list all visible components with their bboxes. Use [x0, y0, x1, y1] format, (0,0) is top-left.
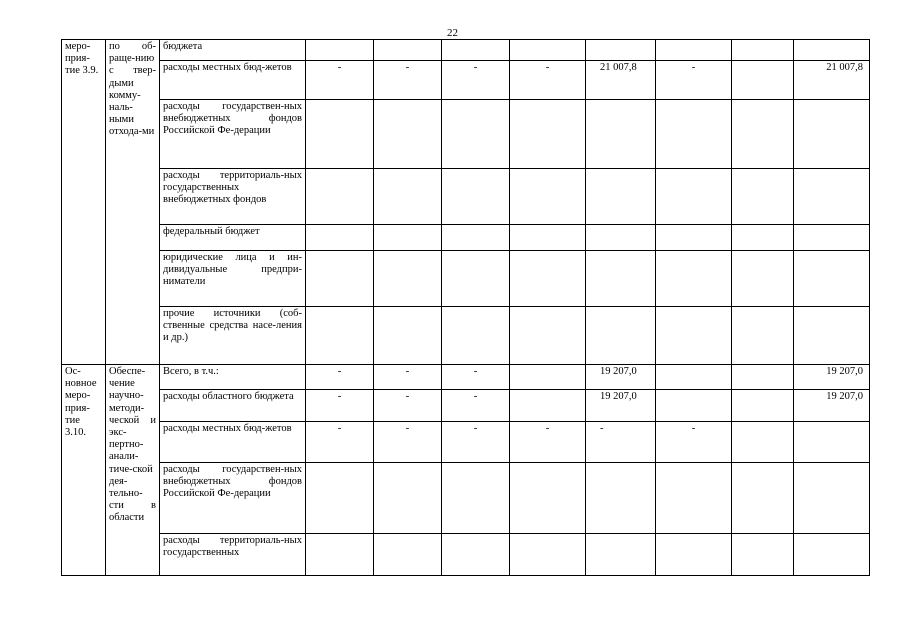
value-cell — [442, 40, 510, 61]
value-cell: 19 207,0 — [586, 390, 656, 422]
value-cell — [510, 463, 586, 534]
value-cell — [656, 463, 732, 534]
value-cell: - — [306, 422, 374, 463]
value-cell: - — [374, 365, 442, 390]
value-cell — [656, 225, 732, 251]
value-cell: 19 207,0 — [794, 365, 870, 390]
value-cell — [374, 225, 442, 251]
funding-source-cell: прочие источники (соб-ственные средства насе-ления и др.) — [160, 307, 306, 365]
value-cell — [586, 534, 656, 576]
value-cell: - — [442, 61, 510, 100]
table-row — [62, 40, 870, 61]
value-cell — [442, 463, 510, 534]
value-cell — [510, 251, 586, 307]
value-cell — [374, 40, 442, 61]
value-cell — [794, 40, 870, 61]
value-cell: - — [374, 61, 442, 100]
value-cell — [306, 463, 374, 534]
value-cell — [442, 100, 510, 169]
funding-source-cell: бюджета — [160, 40, 306, 61]
value-cell — [732, 40, 794, 61]
value-cell — [306, 307, 374, 365]
value-cell — [306, 534, 374, 576]
value-cell — [374, 534, 442, 576]
value-cell — [794, 100, 870, 169]
value-cell — [794, 307, 870, 365]
page-number: 22 — [447, 27, 458, 39]
value-cell: 21 007,8 — [586, 61, 656, 100]
value-cell: - — [442, 365, 510, 390]
value-cell — [794, 225, 870, 251]
table-row — [62, 390, 870, 422]
value-cell: - — [656, 422, 732, 463]
value-cell: - — [374, 422, 442, 463]
value-cell: 19 207,0 — [794, 390, 870, 422]
value-cell: - — [510, 61, 586, 100]
value-cell: - — [442, 422, 510, 463]
value-cell — [732, 365, 794, 390]
value-cell — [442, 169, 510, 225]
table-row — [62, 251, 870, 307]
value-cell — [732, 251, 794, 307]
funding-table — [61, 39, 870, 576]
value-cell — [586, 40, 656, 61]
table-row — [62, 463, 870, 534]
value-cell — [442, 225, 510, 251]
funding-source-cell: расходы областного бюджета — [160, 390, 306, 422]
value-cell — [656, 307, 732, 365]
value-cell — [732, 61, 794, 100]
value-cell: - — [374, 390, 442, 422]
value-cell — [374, 307, 442, 365]
funding-source-cell: расходы территориаль-ных государственных внебюджетных фондов — [160, 169, 306, 225]
value-cell — [510, 307, 586, 365]
value-cell — [732, 463, 794, 534]
value-cell — [306, 251, 374, 307]
value-cell — [306, 40, 374, 61]
value-cell — [586, 225, 656, 251]
value-cell: - — [306, 365, 374, 390]
value-cell — [732, 422, 794, 463]
value-cell — [586, 100, 656, 169]
value-cell — [510, 534, 586, 576]
value-cell — [510, 40, 586, 61]
funding-source-cell: расходы государствен-ных внебюджетных фондов Российской Фе-дерации — [160, 463, 306, 534]
funding-source-cell: юридические лица и ин-дивидуальные предпри-ниматели — [160, 251, 306, 307]
value-cell — [586, 169, 656, 225]
value-cell — [510, 225, 586, 251]
value-cell — [732, 390, 794, 422]
value-cell — [656, 365, 732, 390]
value-cell — [732, 307, 794, 365]
value-cell — [374, 463, 442, 534]
value-cell — [732, 100, 794, 169]
funding-source-cell: расходы территориаль-ных государственных — [160, 534, 306, 576]
value-cell — [794, 251, 870, 307]
table-row — [62, 534, 870, 576]
value-cell — [656, 390, 732, 422]
funding-source-cell: расходы государствен-ных внебюджетных фондов Российской Фе-дерации — [160, 100, 306, 169]
value-cell — [656, 251, 732, 307]
value-cell — [374, 251, 442, 307]
value-cell — [656, 100, 732, 169]
event-number-cell: меро-прия-тие 3.9. — [62, 40, 106, 365]
table-row — [62, 307, 870, 365]
value-cell — [510, 169, 586, 225]
value-cell — [374, 100, 442, 169]
value-cell: - — [306, 61, 374, 100]
value-cell — [442, 534, 510, 576]
event-number-cell: Ос-новное меро-прия-тие 3.10. — [62, 365, 106, 576]
funding-source-cell: Всего, в т.ч.: — [160, 365, 306, 390]
value-cell: - — [586, 422, 656, 463]
value-cell — [586, 307, 656, 365]
event-name-cell: по об-раще-нию с твер-дыми комму-наль-ными отхода-ми — [106, 40, 160, 365]
table-row — [62, 365, 870, 390]
value-cell — [442, 307, 510, 365]
table-row — [62, 100, 870, 169]
value-cell: - — [656, 61, 732, 100]
table-row — [62, 422, 870, 463]
value-cell — [442, 251, 510, 307]
value-cell — [510, 100, 586, 169]
value-cell: 21 007,8 — [794, 61, 870, 100]
value-cell — [794, 463, 870, 534]
value-cell — [586, 251, 656, 307]
table-row — [62, 61, 870, 100]
event-name-cell: Обеспе-чение научно-методи-ческой и экс-пертно-анали-тиче-ской дея-тельно-сти в области — [106, 365, 160, 576]
value-cell — [732, 225, 794, 251]
value-cell — [306, 100, 374, 169]
value-cell — [510, 365, 586, 390]
table-row — [62, 225, 870, 251]
value-cell — [732, 534, 794, 576]
funding-source-cell: расходы местных бюд-жетов — [160, 422, 306, 463]
value-cell — [374, 169, 442, 225]
value-cell — [794, 169, 870, 225]
value-cell: - — [442, 390, 510, 422]
value-cell — [656, 534, 732, 576]
value-cell: 19 207,0 — [586, 365, 656, 390]
value-cell — [656, 40, 732, 61]
funding-source-cell: федеральный бюджет — [160, 225, 306, 251]
value-cell — [510, 390, 586, 422]
value-cell — [656, 169, 732, 225]
value-cell: - — [306, 390, 374, 422]
value-cell — [794, 422, 870, 463]
value-cell — [732, 169, 794, 225]
value-cell — [586, 463, 656, 534]
value-cell: - — [510, 422, 586, 463]
value-cell — [306, 225, 374, 251]
value-cell — [794, 534, 870, 576]
table-row — [62, 169, 870, 225]
value-cell — [306, 169, 374, 225]
funding-source-cell: расходы местных бюд-жетов — [160, 61, 306, 100]
